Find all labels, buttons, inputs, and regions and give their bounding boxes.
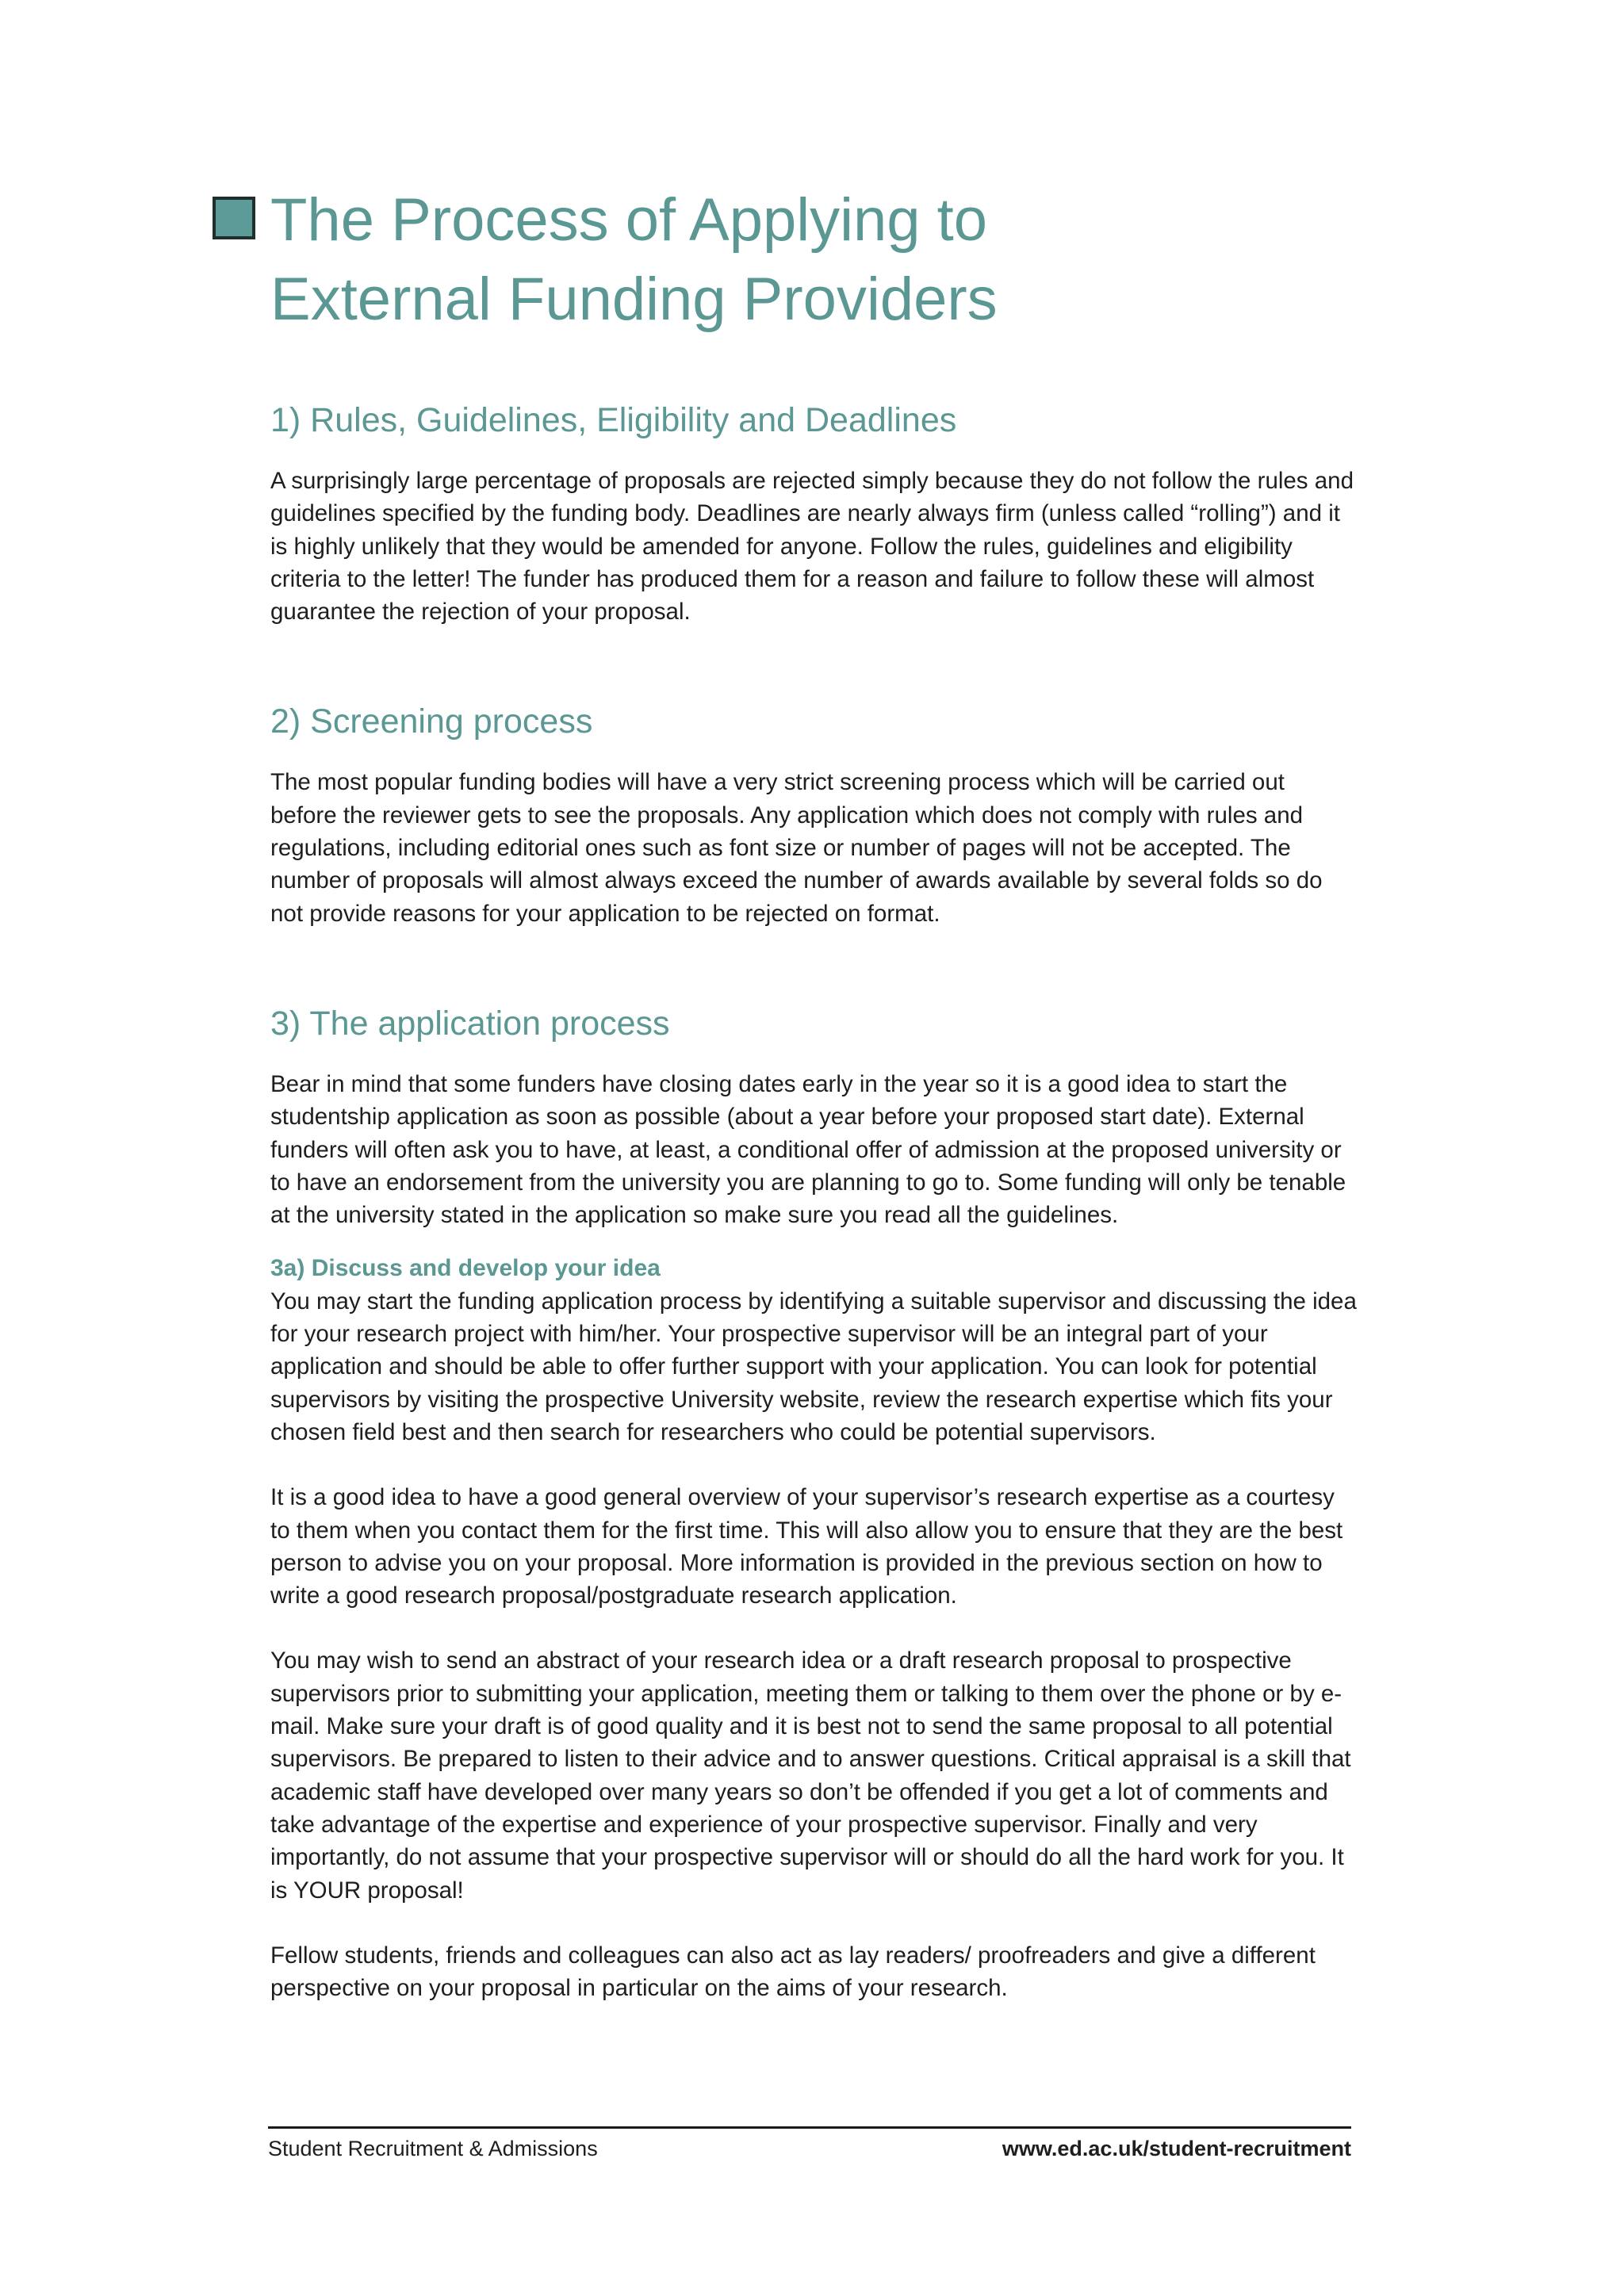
subsection-paragraph-2: It is a good idea to have a good general overview of your supervisor’s research expertise as a courtesy to them when you contact them for the first time. This will also allow you to ensure that they are the best person to advise you on your proposal. More information is provided in the previous section on how to write a good research proposal/postgraduate research application. — [270, 1484, 1343, 1609]
subsection-paragraph-1: You may start the funding application process by identifying a suitable supervisor and discussing the idea for your research project with him/her. Your prospective supervisor will be an integral part of your application and should be able to offer further support with your application. You can look for potential supervisors by visiting the prospective University website, review the research expertise which fits your chosen field best and then search for researchers who could be potential supervisors. — [270, 1288, 1357, 1445]
section-heading-rules: 1) Rules, Guidelines, Eligibility and Deadlines — [270, 401, 957, 439]
section-heading-application: 3) The application process — [270, 1004, 670, 1043]
title-square-icon — [213, 197, 255, 239]
subsection-paragraph-4: Fellow students, friends and colleagues can also act as lay readers/ proofreaders and give a different perspective on your proposal in particular on the aims of your research. — [270, 1942, 1316, 2002]
section-screening-paragraph: The most popular funding bodies will have a very strict screening process which will be carried out before the reviewer gets to see the proposals. Any application which does not comply with rules and regulations, including editorial ones such as font size or number of pages will not be accepted. The number of proposals will almost always exceed the number of awards available by several folds so do not provide reasons for your application to be rejected on format. — [270, 769, 1323, 927]
subsection-paragraph-3: You may wish to send an abstract of your research idea or a draft research proposal to prospective supervisors prior to submitting your application, meeting them or talking to them over the phone or by e-mail. Make sure your draft is of good quality and it is best not to send the same proposal to all potential supervisors. Be prepared to listen to their advice and to answer questions. Critical appraisal is a skill that academic staff have developed over many years so don’t be offended if you get a lot of comments and take advantage of the expertise and experience of your prospective supervisor. Finally and very importantly, do not assume that your prospective supervisor will or should do all the hard work for you. It is YOUR proposal! — [270, 1647, 1351, 1904]
subsection-heading-discuss: 3a) Discuss and develop your idea — [270, 1255, 661, 1282]
page-title-line-1: The Process of Applying to — [270, 186, 988, 254]
page-title-line-2: External Funding Providers — [270, 266, 998, 333]
section-rules-paragraph: A surprisingly large percentage of proposals are rejected simply because they do not follow the rules and guidelines specified by the funding body. Deadlines are nearly always firm (unless called “rolling”) and it is highly unlikely that they would be amended for anyone. Follow the rules, guidelines and eligibility criteria to the letter! The funder has produced them for a reason and failure to follow these will almost guarantee the rejection of your proposal. — [270, 468, 1354, 626]
main-content — [270, 395, 1357, 2004]
page-title — [270, 181, 1381, 339]
footer-divider — [268, 2126, 1351, 2129]
footer-website-link[interactable]: www.ed.ac.uk/student-recruitment — [1002, 2137, 1351, 2160]
footer-department: Student Recruitment & Admissions — [268, 2137, 598, 2160]
section-heading-screening: 2) Screening process — [270, 702, 593, 741]
section-application-paragraph: Bear in mind that some funders have closing dates early in the year so it is a good idea to start the studentship application as soon as possible (about a year before your proposed start date). External funders will often ask you to have, at least, a conditional offer of admission at the proposed university or to have an endorsement from the university you are planning to go to. Some funding will only be tenable at the university stated in the application so make sure you read all the guidelines. — [270, 1070, 1346, 1229]
